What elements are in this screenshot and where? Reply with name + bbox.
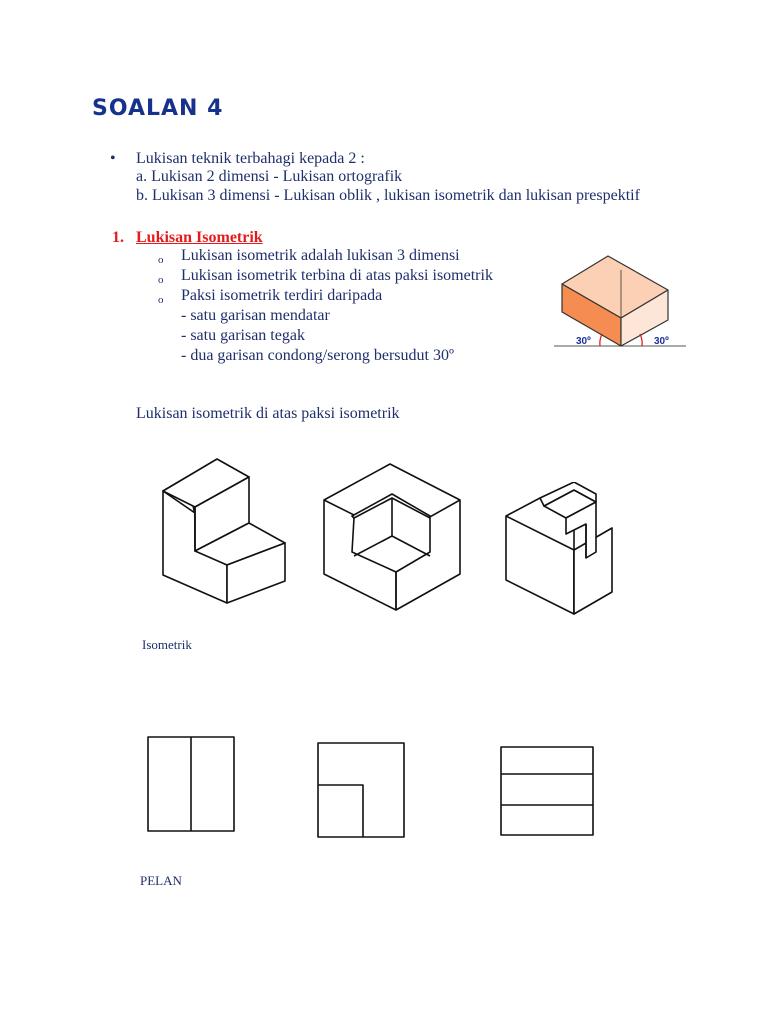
section-number: 1.: [112, 229, 124, 246]
angle-label-left: 30º: [576, 336, 591, 347]
sub-item: - dua garisan condong/serong bersudut 30º: [181, 347, 454, 364]
plan-view-1: [146, 735, 238, 833]
intro-item-a: a. Lukisan 2 dimensi - Lukisan ortografik: [136, 168, 403, 185]
intro-item-b: b. Lukisan 3 dimensi - Lukisan oblik , lukisan isometrik dan lukisan prespektif: [136, 187, 640, 204]
isometric-shape-corner-cut: [320, 460, 468, 620]
list-marker: o: [158, 274, 164, 286]
list-item: Lukisan isometrik adalah lukisan 3 dimensi: [181, 247, 460, 264]
figure-caption: Lukisan isometrik di atas paksi isometrik: [136, 405, 400, 422]
isometric-shape-l-step: [155, 455, 295, 615]
intro-text: Lukisan teknik terbahagi kepada 2 :: [136, 150, 365, 167]
isometric-label: Isometrik: [142, 637, 192, 652]
sub-item: - satu garisan mendatar: [181, 307, 330, 324]
pelan-label: PELAN: [140, 873, 182, 888]
sub-item: - satu garisan tegak: [181, 327, 305, 344]
plan-view-3: [499, 745, 595, 837]
angle-label-right: 30º: [654, 336, 669, 347]
list-marker: o: [158, 254, 164, 266]
isometric-box-figure: [550, 250, 690, 355]
section-heading: Lukisan Isometrik: [136, 229, 263, 246]
list-item: Lukisan isometrik terbina di atas paksi isometrik: [181, 267, 493, 284]
bullet-marker: •: [110, 150, 116, 167]
list-item: Paksi isometrik terdiri daripada: [181, 287, 383, 304]
plan-view-2: [316, 741, 406, 839]
list-marker: o: [158, 294, 164, 306]
page-title: SOALAN 4: [92, 96, 224, 121]
isometric-shape-slotted-block: [500, 482, 620, 617]
